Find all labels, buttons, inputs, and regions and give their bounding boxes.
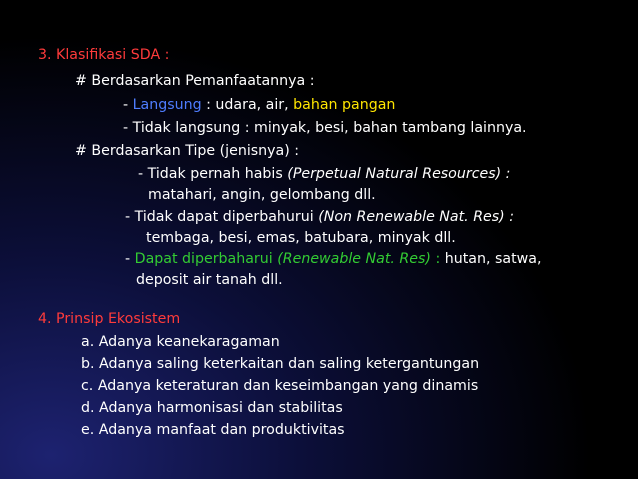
renewable-examples: hutan, satwa, — [444, 251, 542, 267]
langsung-examples: : udara, air, — [201, 97, 294, 113]
renewable-label: Dapat diperbaharui — [134, 251, 278, 267]
renewable-term: (Renewable Nat. Res) — [277, 251, 431, 267]
term-langsung: Langsung — [132, 97, 202, 113]
line-perpetual — [138, 165, 510, 183]
line-renewable — [125, 250, 541, 268]
dash: - — [125, 251, 135, 267]
non-renewable-label: - Tidak dapat diperbahurui — [125, 209, 319, 225]
section-4-heading: 4. Prinsip Ekosistem — [38, 311, 181, 327]
list-item: c. Adanya keteraturan dan keseimbangan yang dinamis — [81, 378, 479, 394]
term-bahan-pangan: bahan pangan — [293, 97, 396, 113]
dash: - — [123, 97, 133, 113]
list-item: d. Adanya harmonisasi dan stabilitas — [81, 400, 343, 416]
renewable-colon: : — [430, 251, 445, 267]
subheading-tipe: # Berdasarkan Tipe (jenisnya) : — [75, 143, 300, 159]
non-renewable-term: (Non Renewable Nat. Res) : — [318, 209, 514, 225]
line-tidak-langsung: - Tidak langsung : minyak, besi, bahan tambang lainnya. — [123, 120, 527, 136]
subheading-pemanfaatan: # Berdasarkan Pemanfaatannya : — [75, 73, 315, 89]
line-perpetual-examples: matahari, angin, gelombang dll. — [148, 187, 376, 203]
line-langsung — [123, 96, 395, 114]
list-item: e. Adanya manfaat dan produktivitas — [81, 422, 345, 438]
list-item: a. Adanya keanekaragaman — [81, 334, 280, 350]
section-3-heading: 3. Klasifikasi SDA : — [38, 47, 170, 63]
line-non-renewable-examples: tembaga, besi, emas, batubara, minyak dll. — [146, 230, 456, 246]
line-renewable-examples: deposit air tanah dll. — [136, 272, 283, 288]
line-non-renewable — [125, 208, 514, 226]
perpetual-label: - Tidak pernah habis — [138, 166, 288, 182]
perpetual-term: (Perpetual Natural Resources) : — [287, 166, 511, 182]
list-item: b. Adanya saling keterkaitan dan saling ketergantungan — [81, 356, 480, 372]
